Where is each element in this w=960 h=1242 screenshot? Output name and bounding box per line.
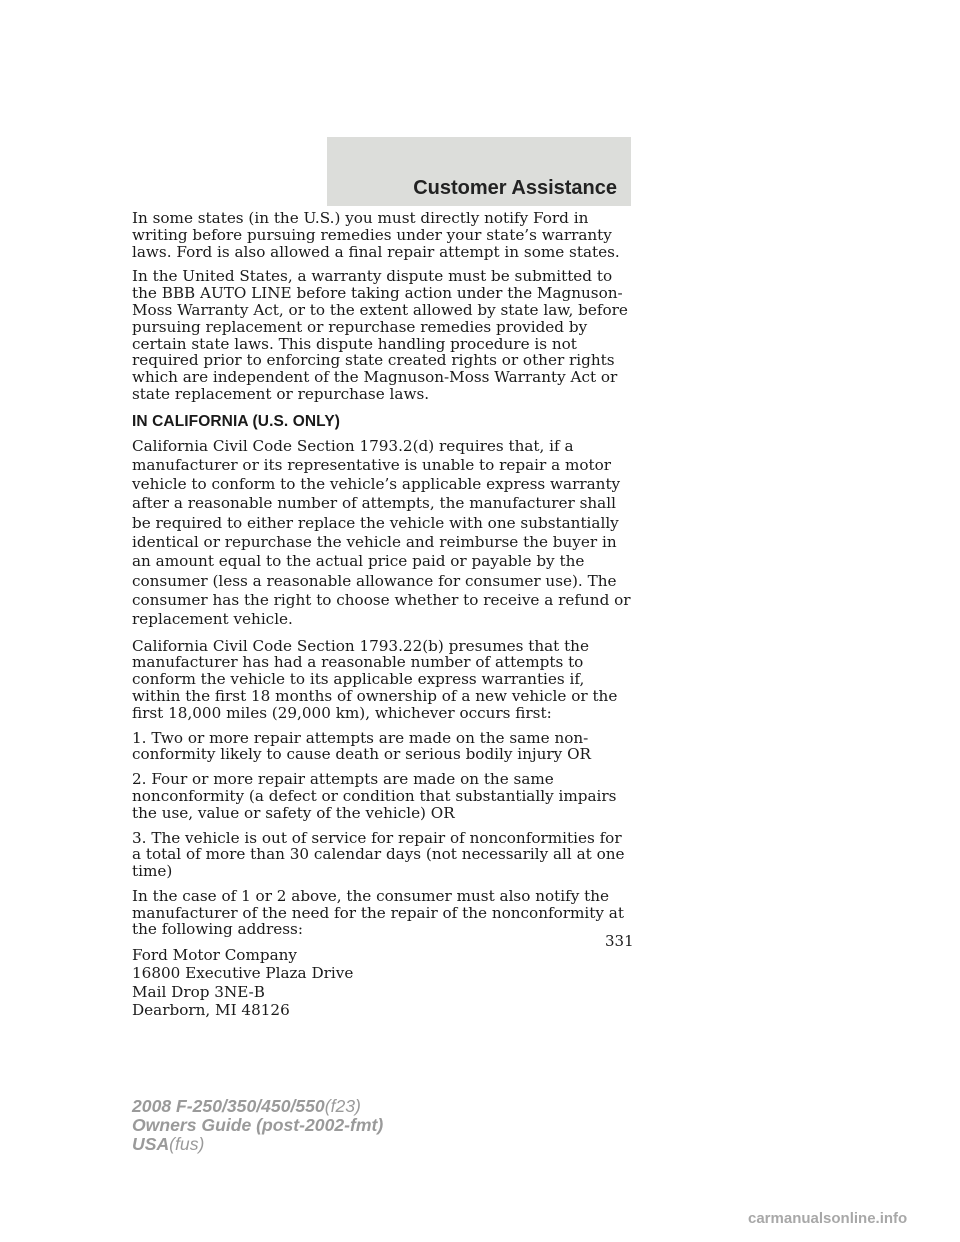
- paragraph-civil-code-1793-22: California Civil Code Section 1793.22(b) presumes that the manufacturer has had a reasonable number of attempts to conform the vehicle to its applicable express warranties if, within the first 18 months of ownership of a new vehicle or the first 18,000 miles (29,000 km), whichever occurs first:: [132, 636, 618, 722]
- footer-region: USA: [132, 1134, 170, 1154]
- address-line: Mail Drop 3NE-B: [132, 982, 265, 1001]
- paragraph-civil-code-1793-2: California Civil Code Section 1793.2(d) requires that, if a manufacturer or its representative is unable to repair a motor vehicle to conform to the vehicle’s applicable express warranty after a reasonable number of attempts, the manufacturer shall be required to either replace the vehicle with one substantially identical or repurchase the vehicle and reimburse the buyer in an amount equal to the actual price paid or payable by the consumer (less a reasonable allowance for consumer use). The consumer has the right to choose whether to receive a refund or replacement vehicle.: [132, 436, 631, 629]
- watermark-text: carmanualsonline.info: [748, 1210, 908, 1227]
- paragraph-notify-ford: In some states (in the U.S.) you must directly notify Ford in writing before pursuing remedies under your state’s warranty laws. Ford is also allowed a final repair attempt in some states.: [132, 209, 620, 261]
- list-item-1: 1. Two or more repair attempts are made on the same non-conformity likely to cause death or serious bodily injury OR: [132, 728, 591, 764]
- page-content: [132, 210, 632, 1019]
- footer-region-line: [132, 1135, 383, 1154]
- list-item-2: 2. Four or more repair attempts are made on the same nonconformity (a defect or condition that substantially impairs the use, value or safety of the vehicle) OR: [132, 770, 617, 822]
- list-item-3: 3. The vehicle is out of service for repair of nonconformities for a total of more than 30 calendar days (not necessarily all at one time): [132, 828, 625, 881]
- footer-model: 2008 F-250/350/450/550: [132, 1096, 325, 1116]
- paragraph-notify-address: In the case of 1 or 2 above, the consumer must also notify the manufacturer of the need for the repair of the nonconformity at the following address:: [132, 886, 624, 939]
- address-line: 16800 Executive Plaza Drive: [132, 964, 354, 983]
- footer-model-line: [132, 1097, 383, 1116]
- mailing-address: [132, 946, 632, 1019]
- page-number: 331: [605, 932, 634, 950]
- footer-region-code: (fus): [169, 1134, 205, 1154]
- footer-model-code: (f23): [324, 1096, 361, 1116]
- section-header-band: [327, 137, 631, 206]
- paragraph-bbb-autoline: In the United States, a warranty dispute must be submitted to the BBB AUTO LINE before taking action under the Magnuson-Moss Warranty Act, or to the extent allowed by state law, before pursuing replacement or repurchase remedies provided by certain state laws. This dispute handling procedure is not required prior to enforcing state created rights or other rights which are independent of the Magnuson-Moss Warranty Act or state replacement or repurchase laws.: [132, 267, 628, 403]
- address-line: Ford Motor Company: [132, 946, 297, 965]
- address-line: Dearborn, MI 48126: [132, 1000, 290, 1019]
- section-heading-california: IN CALIFORNIA (U.S. ONLY): [132, 412, 341, 430]
- section-title: Customer Assistance: [413, 177, 617, 199]
- document-footer: [132, 1097, 383, 1154]
- footer-guide: Owners Guide (post-2002-fmt): [132, 1115, 384, 1135]
